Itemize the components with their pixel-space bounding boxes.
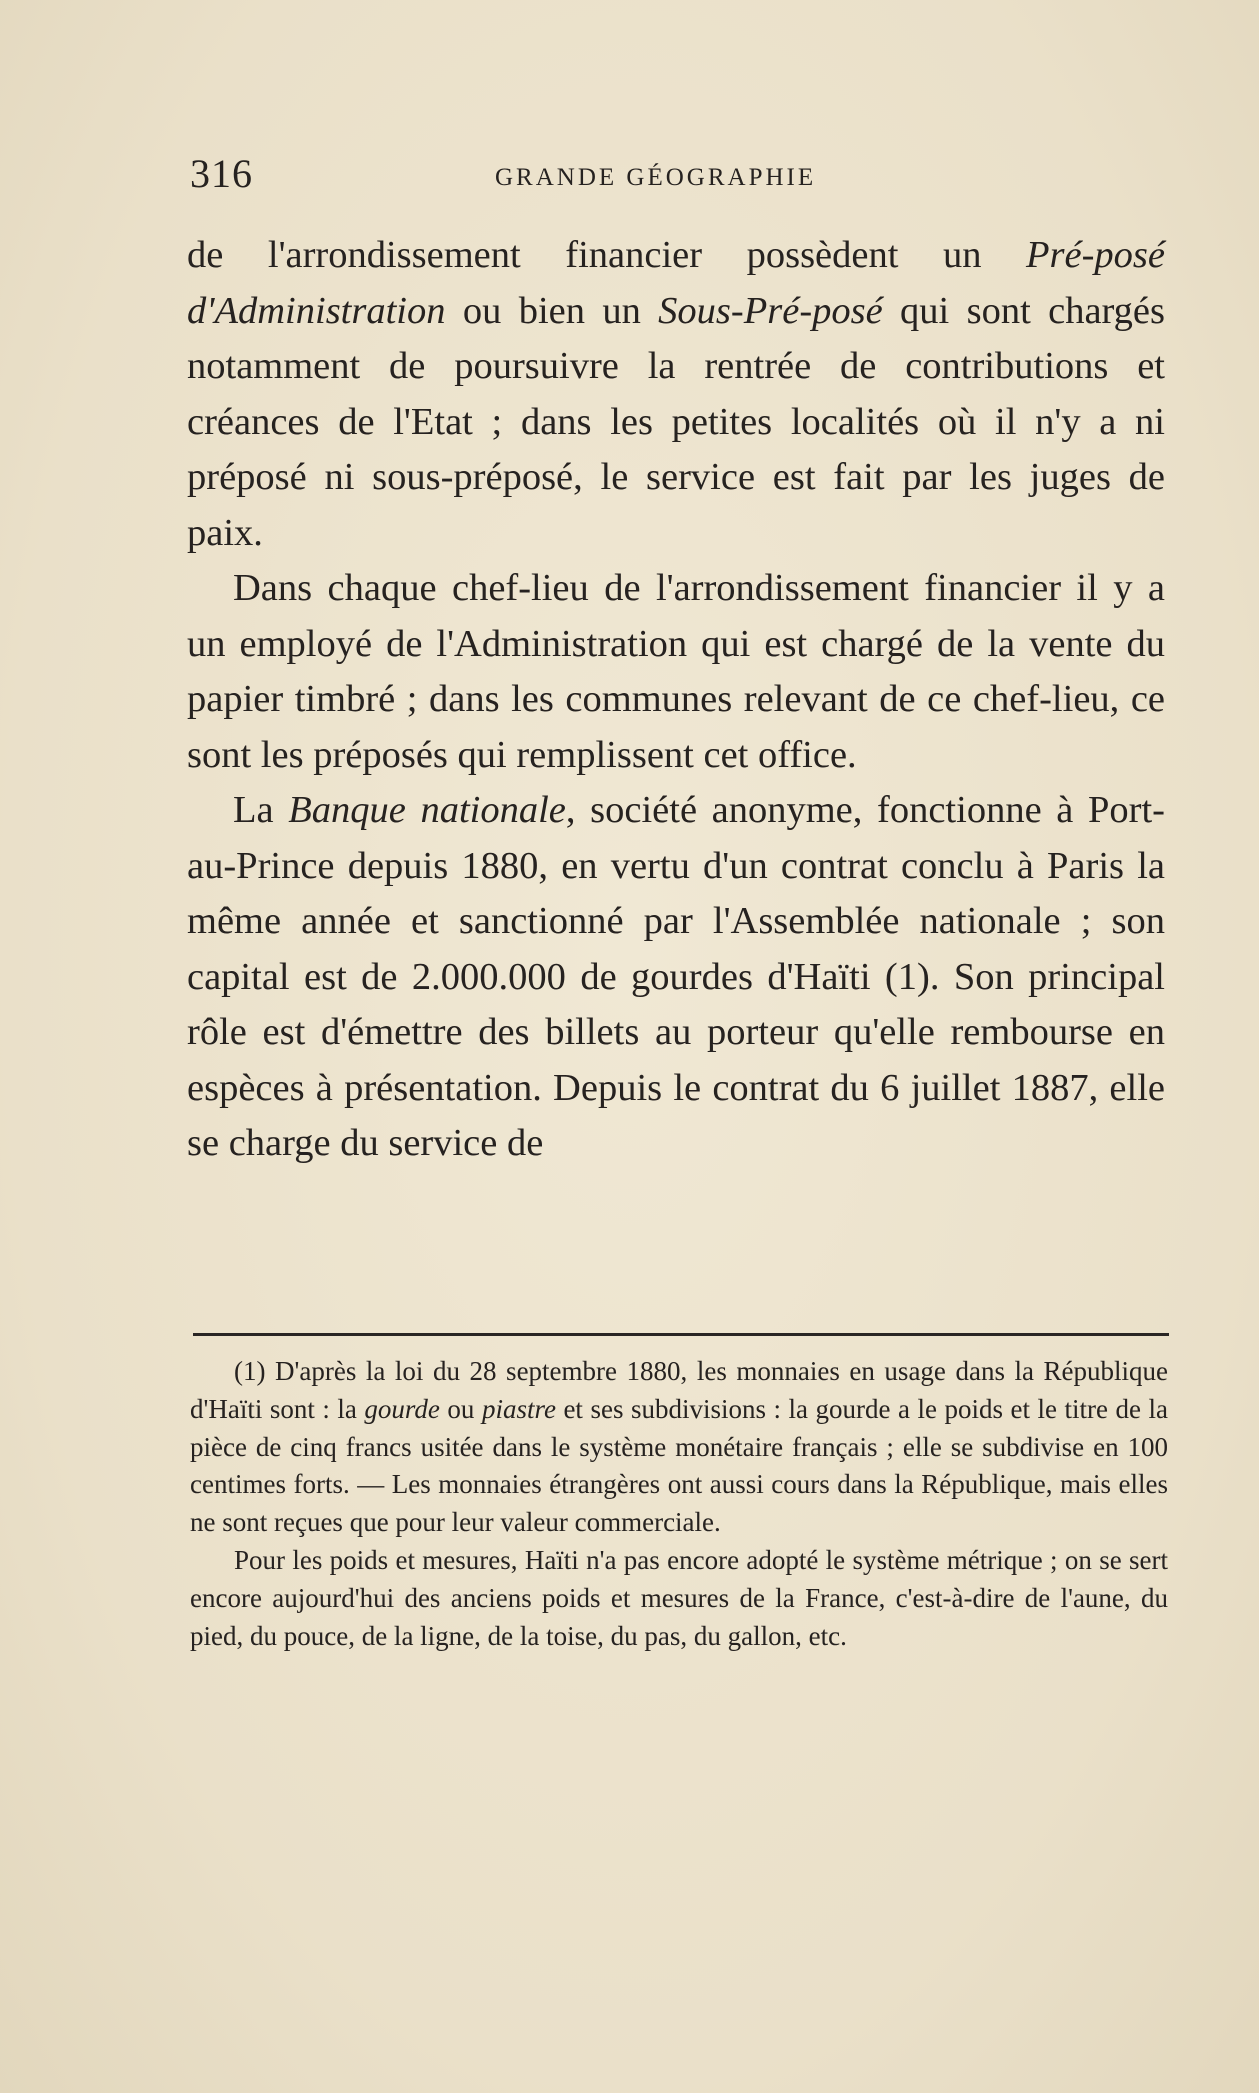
paragraph-3-text-2: , société anonyme, fonctionne à Port-au-Prince depuis 1880, en vertu d'un contrat conclu à Paris la même année et sanctionné par l'Assemblée nationale ; son capital est de 2.000.000 de gourdes d'Haïti (1). Son principal rôle est d'émettre des billets au porteur qu'elle rembourse en espèces à présentation. Depuis le contrat du 6 juillet 1887, elle se charge du service de (187, 789, 1165, 1164)
page-number: 316 (190, 151, 253, 196)
footnote-1-italic-1: gourde (364, 1393, 440, 1424)
paragraph-1-text-3: qui sont chargés notamment de poursuivre la rentrée de contributions et créances de l'Etat ; dans les petites localités où il n'y a ni préposé ni sous-préposé, le service est fait par les juges de paix. (187, 289, 1165, 554)
paragraph-3-text-1: La (233, 789, 289, 831)
body-text (187, 228, 1165, 1172)
footnote-divider (193, 1333, 1169, 1336)
paragraph-1-text-1: de l'arrondissement financier possèdent un (187, 234, 1027, 276)
footnote-1-text-3: et ses subdivisions : la gourde a le poids et le titre de la pièce de cinq francs usitée dans le système monétaire français ; elle se subdivise en 100 centimes forts. — Les monnaies étrangères ont aussi cours dans la République, mais elles ne sont reçues que pour leur valeur commerciale. (190, 1393, 1168, 1538)
paragraph-3-italic-1: Banque nationale (288, 789, 566, 831)
paragraph-2 (187, 561, 1165, 783)
footnotes (190, 1353, 1168, 1655)
running-title: GRANDE GÉOGRAPHIE (495, 164, 817, 191)
footnote-1 (190, 1353, 1168, 1542)
page-header (190, 150, 1175, 200)
paragraph-1-italic-1: Pré-posé d'Administration (187, 234, 1165, 332)
paragraph-1-text-2: ou bien un (445, 289, 659, 332)
paragraph-2-text-1: Dans chaque chef-lieu de l'arrondissement financier il y a un employé de l'Administration qui est chargé de la vente du papier timbré ; dans les communes relevant de ce chef-lieu, ce sont les préposés qui remplissent cet office. (187, 567, 1165, 776)
footnote-1-italic-2: piastre (481, 1393, 556, 1424)
footnote-2 (190, 1542, 1168, 1655)
footnote-2-text-1: Pour les poids et mesures, Haïti n'a pas encore adopté le système métrique ; on se sert encore aujourd'hui des anciens poids et mesures de la France, c'est-à-dire de l'aune, du pied, du pouce, de la ligne, de la toise, du pas, du gallon, etc. (190, 1544, 1168, 1651)
paragraph-3 (187, 783, 1165, 1172)
paragraph-1-italic-2: Sous-Pré-posé (658, 289, 883, 332)
footnote-1-text-2: ou (439, 1393, 482, 1424)
footnote-1-text-1: (1) D'après la loi du 28 septembre 1880, les monnaies en usage dans la République d'Haïti sont : la (190, 1356, 1168, 1424)
paragraph-1 (187, 228, 1165, 561)
